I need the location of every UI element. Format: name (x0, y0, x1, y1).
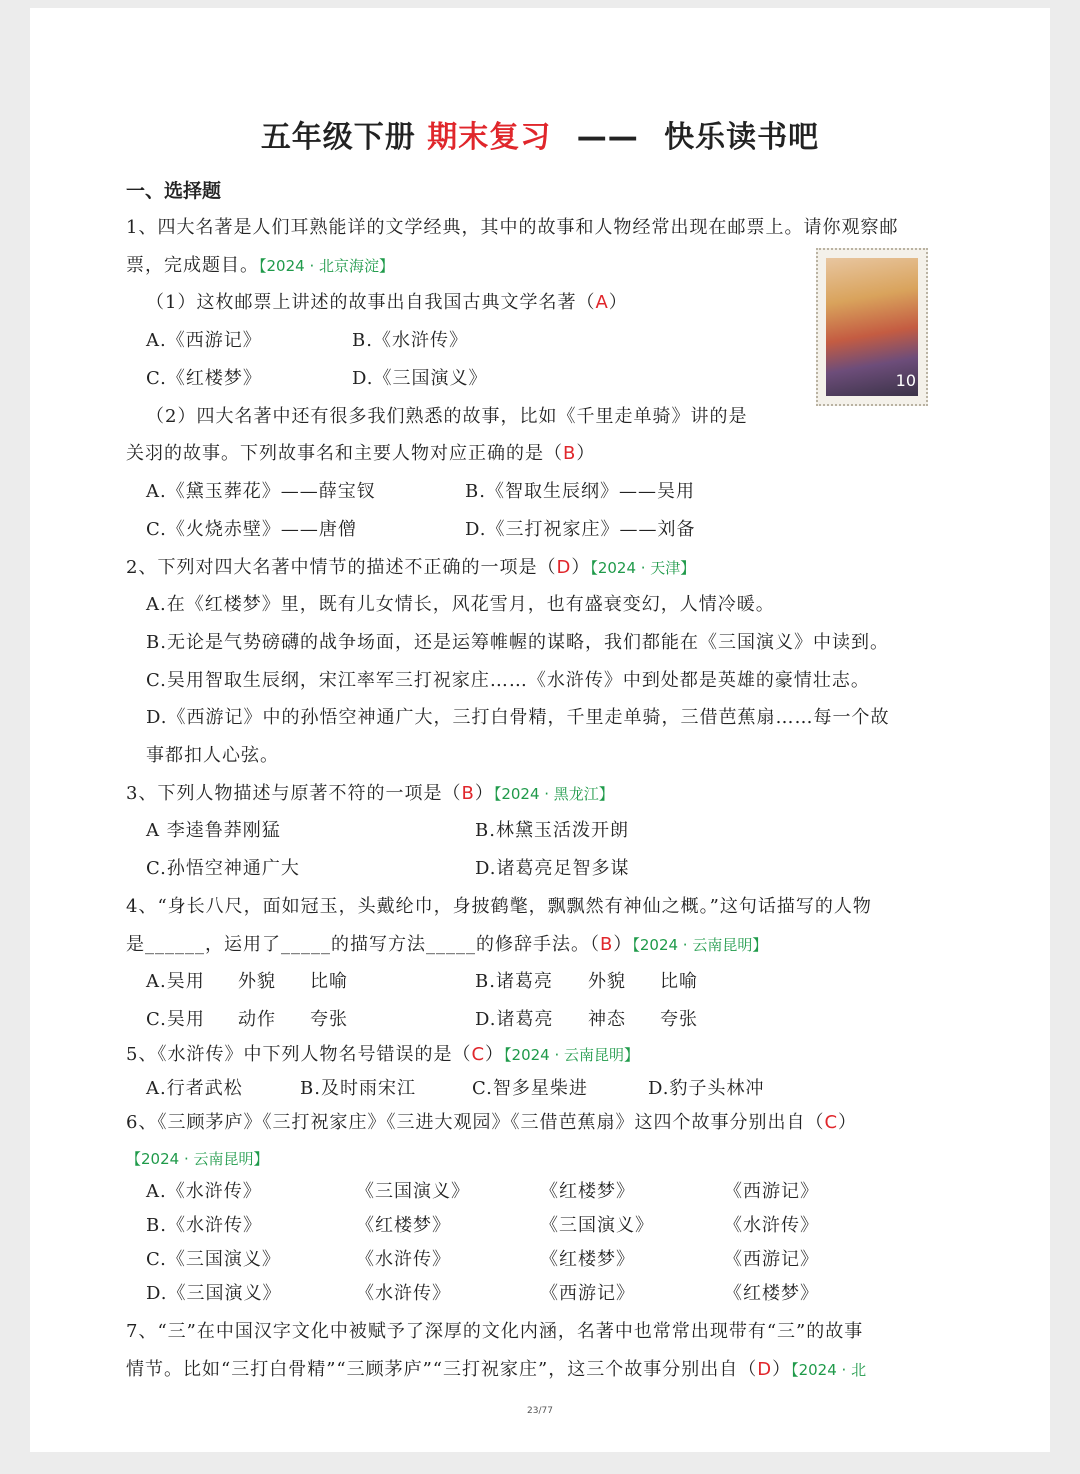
q6-answer: C (824, 1112, 839, 1133)
q4-option-a-method: 外貌 (238, 971, 276, 992)
q3-answer: B (461, 783, 475, 804)
q7-answer: D (757, 1359, 773, 1380)
q5-source-tag: 【2024 · 云南昆明】 (504, 1046, 640, 1064)
q2-source-tag: 【2024 · 天津】 (590, 559, 696, 577)
q6-row-a-4: 《西游记》 (724, 1181, 819, 1202)
q4-stem-line2: 是______，运用了_____的描写方法_____的修辞手法。（B）【2024 · 云南昆明】 (126, 934, 768, 955)
q1-sub2-line2: 关羽的故事。下列故事名和主要人物对应正确的是（B） (126, 443, 596, 464)
q4-option-a-rhetoric: 比喻 (310, 971, 348, 992)
q6-row-a-2: 《三国演义》 (356, 1181, 470, 1202)
q6-source-line (126, 1147, 268, 1171)
q5-option-b: B.及时雨宋江 (300, 1078, 416, 1099)
q4-answer: B (600, 934, 614, 955)
q6-row-c-4: 《西游记》 (724, 1249, 819, 1270)
q6-row-a-3: 《红楼梦》 (540, 1181, 635, 1202)
q5-answer: C (471, 1044, 486, 1065)
q1-sub1-option-d: D.《三国演义》 (352, 368, 488, 389)
q5-option-d: D.豹子头林冲 (648, 1078, 765, 1099)
title-grade: 五年级下册 (260, 120, 416, 155)
q7-source-tag: 【2024 · 北 (791, 1361, 867, 1379)
q2-option-d: D.《西游记》中的孙悟空神通广大，三打白骨精，千里走单骑，三借芭蕉扇……每一个故 (146, 707, 890, 728)
q3-option-c: C.孙悟空神通广大 (146, 858, 300, 879)
q6-row-d-1: D.《三国演义》 (146, 1283, 282, 1304)
title-dash: —— (576, 120, 639, 155)
q4-option-d-rhetoric: 夸张 (660, 1009, 698, 1030)
q1-sub2-option-a: A.《黛玉葬花》——薛宝钗 (146, 481, 376, 502)
postage-stamp-image (816, 248, 928, 406)
q1-sub2-option-c: C.《火烧赤壁》——唐僧 (146, 519, 357, 540)
q5-option-c: C.智多星柴进 (472, 1078, 588, 1099)
q6-row-d-2: 《水浒传》 (356, 1283, 451, 1304)
q1-sub1-option-a: A.《西游记》 (146, 330, 262, 351)
page-number: 23/77 (527, 1406, 553, 1416)
q6-row-b-3: 《三国演义》 (540, 1215, 654, 1236)
q6-row-c-2: 《水浒传》 (356, 1249, 451, 1270)
q6-source-tag: 【2024 · 云南昆明】 (126, 1150, 269, 1168)
q3-option-b: B.林黛玉活泼开朗 (475, 820, 629, 841)
title-topic: 快乐读书吧 (664, 120, 820, 155)
q6-row-c-1: C.《三国演义》 (146, 1249, 281, 1270)
q4-option-a-name: A.吴用 (146, 971, 205, 992)
q1-stem-line2: 票，完成题目。【2024 · 北京海淀】 (126, 255, 394, 276)
q1-sub2-answer: B (563, 443, 577, 464)
stamp-value: 10 (895, 371, 916, 390)
section-heading: 一、选择题 (126, 180, 222, 202)
q4-option-c-method: 动作 (238, 1009, 276, 1030)
q3-source-tag: 【2024 · 黑龙江】 (493, 785, 614, 803)
q7-stem-line1: 7、“三”在中国汉字文化中被赋予了深厚的文化内涵，名著中也常常出现带有“三”的故事 (126, 1321, 864, 1342)
q1-source-tag: 【2024 · 北京海淀】 (259, 257, 394, 275)
q1-stem-line1: 1、四大名著是人们耳熟能详的文学经典，其中的故事和人物经常出现在邮票上。请你观察邮 (126, 217, 899, 238)
q1-sub1: （1）这枚邮票上讲述的故事出自我国古典文学名著（A） (146, 292, 628, 313)
page-title (30, 112, 1050, 156)
q2-option-b: B.无论是气势磅礴的战争场面，还是运筹帷幄的谋略，我们都能在《三国演义》中读到。 (146, 632, 889, 653)
q4-option-b-rhetoric: 比喻 (660, 971, 698, 992)
document-page (30, 8, 1050, 1452)
q4-option-c-name: C.吴用 (146, 1009, 205, 1030)
q4-option-d-method: 神态 (588, 1009, 626, 1030)
q2-answer: D (556, 557, 572, 578)
q3-option-a: A 李逵鲁莽刚猛 (146, 820, 281, 841)
q6-row-d-4: 《红楼梦》 (724, 1283, 819, 1304)
q2-option-d-cont: 事都扣人心弦。 (146, 745, 279, 766)
q1-sub1-answer: A (595, 292, 609, 313)
q3-option-d: D.诸葛亮足智多谋 (475, 858, 630, 879)
q1-sub1-option-b: B.《水浒传》 (352, 330, 468, 351)
q6-row-b-1: B.《水浒传》 (146, 1215, 262, 1236)
q4-option-b-name: B.诸葛亮 (475, 971, 553, 992)
q6-row-b-2: 《红楼梦》 (356, 1215, 451, 1236)
q1-sub1-option-c: C.《红楼梦》 (146, 368, 262, 389)
q6-row-d-3: 《西游记》 (540, 1283, 635, 1304)
q1-sub2-option-d: D.《三打祝家庄》——刘备 (465, 519, 696, 540)
q5-option-a: A.行者武松 (146, 1078, 243, 1099)
q4-option-b-method: 外貌 (588, 971, 626, 992)
q1-sub2-line1: （2）四大名著中还有很多我们熟悉的故事，比如《千里走单骑》讲的是 (146, 406, 748, 427)
q3-stem: 3、下列人物描述与原著不符的一项是（B）【2024 · 黑龙江】 (126, 783, 614, 804)
q1-sub2-option-b: B.《智取生辰纲》——吴用 (465, 481, 695, 502)
q2-option-c: C.吴用智取生辰纲，宋江率军三打祝家庄……《水浒传》中到处都是英雄的豪情壮志。 (146, 670, 870, 691)
q7-stem-line2: 情节。比如“三打白骨精”“三顾茅庐”“三打祝家庄”，这三个故事分别出自（D）【2024 · 北 (126, 1359, 867, 1380)
q4-option-c-rhetoric: 夸张 (310, 1009, 348, 1030)
q2-stem: 2、下列对四大名著中情节的描述不正确的一项是（D）【2024 · 天津】 (126, 557, 696, 578)
q2-option-a: A.在《红楼梦》里，既有儿女情长，风花雪月，也有盛衰变幻，人情冷暖。 (146, 594, 775, 615)
q6-row-c-3: 《红楼梦》 (540, 1249, 635, 1270)
q4-option-d-name: D.诸葛亮 (475, 1009, 554, 1030)
q4-source-tag: 【2024 · 云南昆明】 (632, 936, 768, 954)
q6-stem: 6、《三顾茅庐》《三打祝家庄》《三进大观园》《三借芭蕉扇》这四个故事分别出自（C） (126, 1112, 858, 1133)
q5-stem: 5、《水浒传》中下列人物名号错误的是（C）【2024 · 云南昆明】 (126, 1044, 640, 1065)
q6-row-a-1: A.《水浒传》 (146, 1181, 262, 1202)
q6-row-b-4: 《水浒传》 (724, 1215, 819, 1236)
title-review: 期末复习 (427, 120, 552, 155)
q4-stem-line1: 4、“身长八尺，面如冠玉，头戴纶巾，身披鹤氅，飘飘然有神仙之概。”这句话描写的人物 (126, 896, 872, 917)
